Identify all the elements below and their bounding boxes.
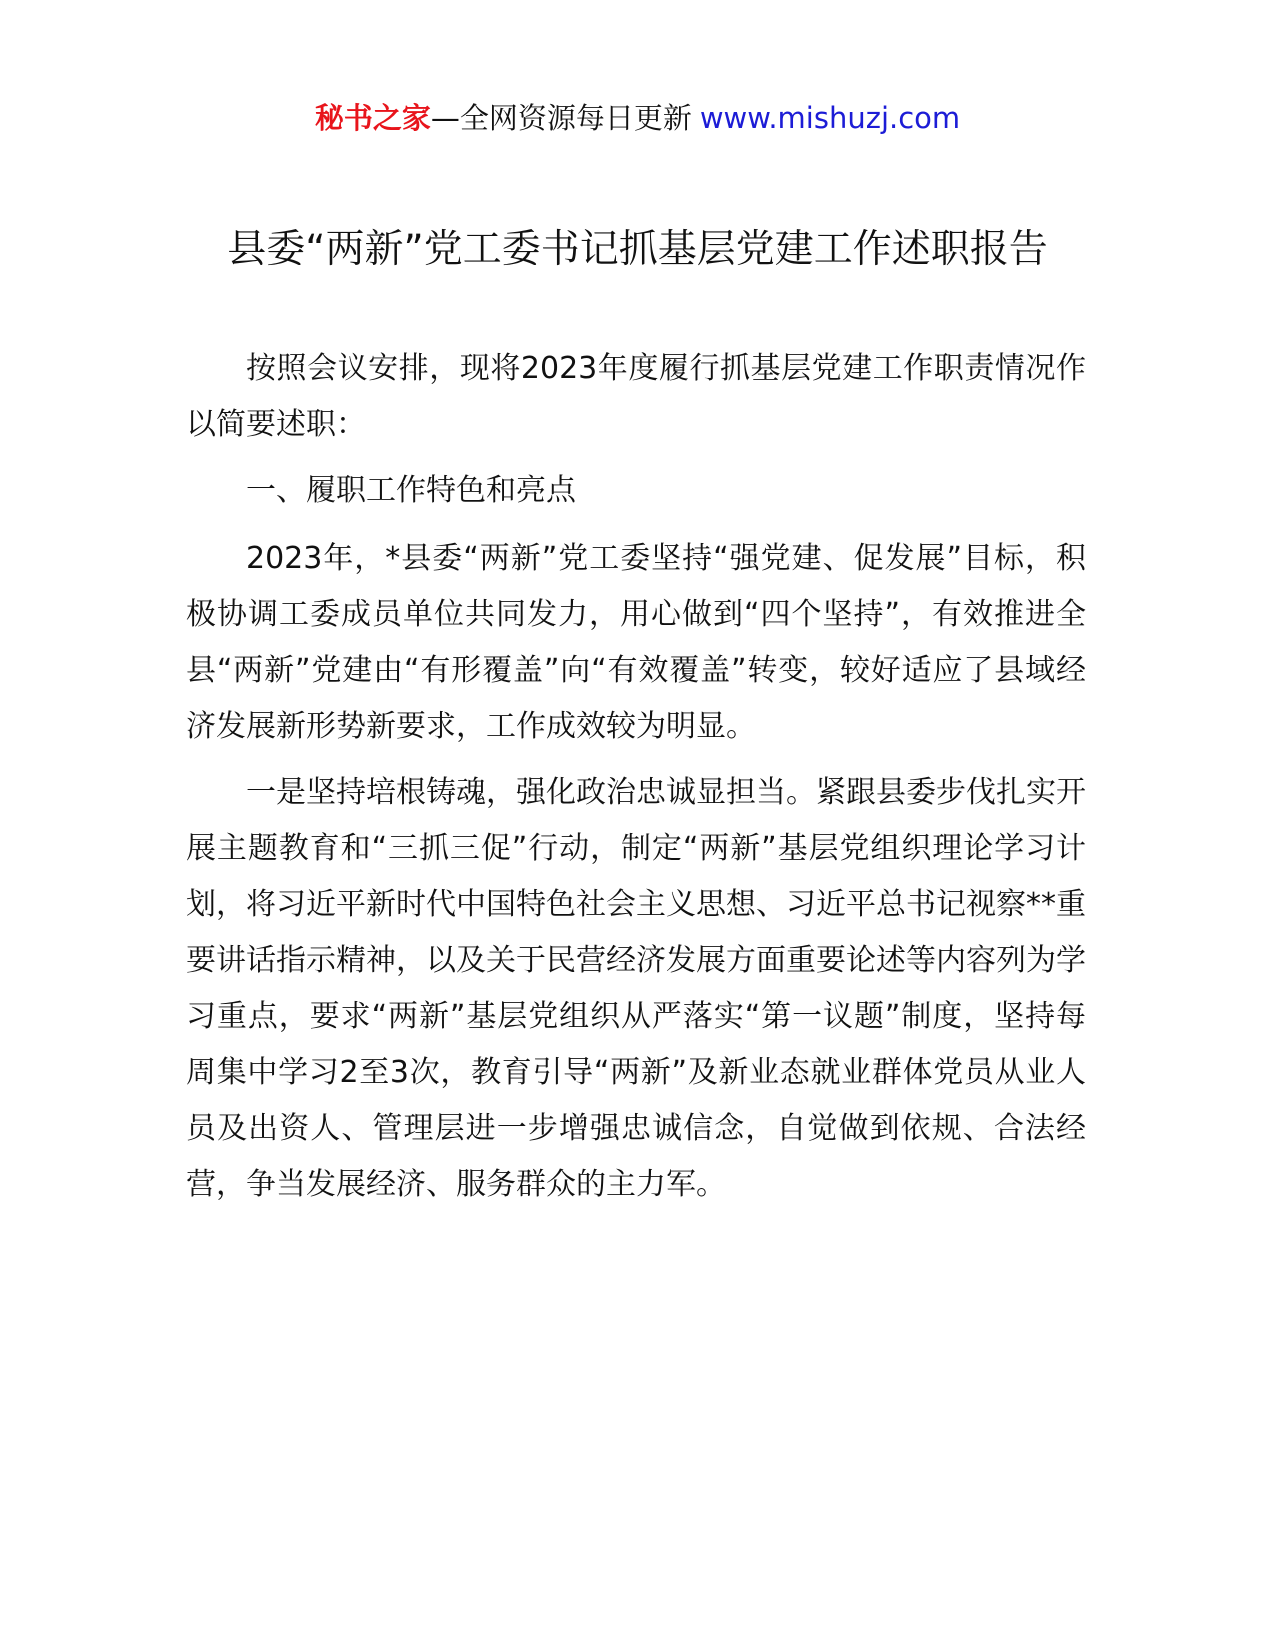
document-body [186,341,1086,1223]
site-brand: 秘书之家 [314,101,431,135]
section-heading: 一、履职工作特色和亮点 [246,473,576,508]
summary-paragraph: 2023年，*县委“两新”党工委坚持“强党建、促发展”目标，积极协调工委成员单位共同发力，用心做到“四个坚持”，有效推进全县“两新”党建由“有形覆盖”向“有效覆盖”转变，较好适应了县域经济发展新形势新要求，工作成效较为明显。 [186,541,1086,744]
intro-paragraph: 按照会议安排，现将2023年度履行抓基层党建工作职责情况作以简要述职： [186,351,1086,442]
site-tagline: —全网资源每日更新 [430,101,692,135]
site-header [0,98,1275,138]
document-title: 县委“两新”党工委书记抓基层党建工作述职报告 [227,227,1048,272]
detail-paragraph: 一是坚持培根铸魂，强化政治忠诚显担当。紧跟县委步伐扎实开展主题教育和“三抓三促”行动，制定“两新”基层党组织理论学习计划，将习近平新时代中国特色社会主义思想、习近平总书记视察**重要讲话指示精神，以及关于民营经济发展方面重要论述等内容列为学习重点，要求“两新”基层党组织从严落实“第一议题”制度，坚持每周集中学习2至3次，教育引导“两新”及新业态就业群体党员从业人员及出资人、管理层进一步增强忠诚信念，自觉做到依规、合法经营，争当发展经济、服务群众的主力军。 [186,775,1086,1202]
site-url-link[interactable]: www.mishuzj.com [699,101,961,135]
